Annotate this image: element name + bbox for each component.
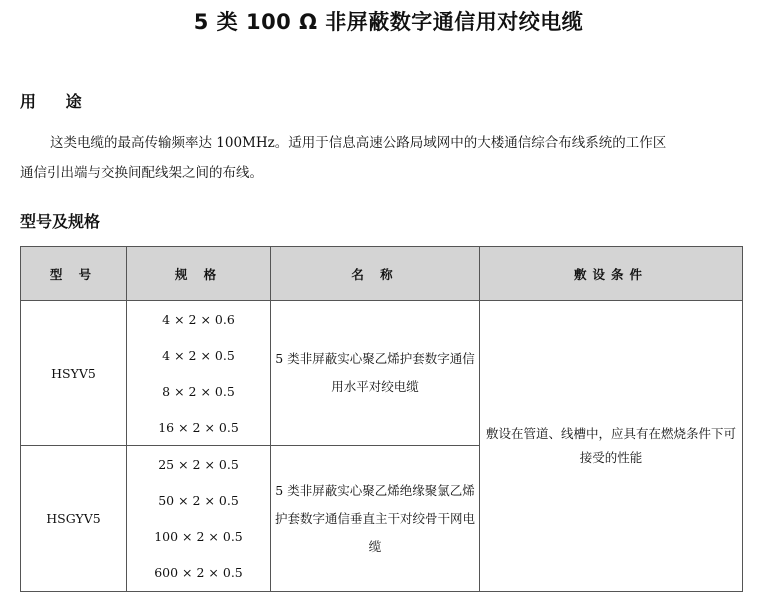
name-cell: 5 类非屏蔽实心聚乙烯护套数字通信用水平对绞电缆 [271, 301, 480, 446]
spec-heading: 型号及规格 [20, 212, 101, 231]
spec-cell [127, 446, 271, 592]
name-cell: 5 类非屏蔽实心聚乙烯绝缘聚氯乙烯护套数字通信垂直主干对绞骨干网电缆 [271, 446, 480, 592]
usage-paragraph [20, 128, 750, 158]
spec-table [20, 246, 743, 592]
spec-value: 600 × 2 × 0.5 [154, 565, 243, 581]
spec-value: 25 × 2 × 0.5 [158, 456, 239, 472]
usage-text-line-2: 通信引出端与交换间配线架之间的布线。 [20, 165, 263, 181]
document-title: 5 类 100 Ω 非屏蔽数字通信用对绞电缆 [193, 10, 584, 34]
spec-value: 8 × 2 × 0.5 [162, 383, 235, 399]
column-header-name: 名 称 [271, 247, 480, 301]
column-header-condition: 敷设条件 [480, 247, 743, 301]
table-row [21, 301, 743, 446]
spec-value: 4 × 2 × 0.6 [162, 311, 235, 327]
spec-cell [127, 301, 271, 446]
usage-text-line-1: 这类电缆的最高传输频率达 100MHz。适用于信息高速公路局域网中的大楼通信综合布线系统的工作区 [50, 135, 667, 151]
spec-value: 16 × 2 × 0.5 [158, 419, 239, 435]
model-cell: HSYV5 [21, 301, 127, 446]
condition-cell: 敷设在管道、线槽中，应具有在燃烧条件下可接受的性能 [480, 301, 743, 592]
column-header-spec: 规 格 [127, 247, 271, 301]
spec-value: 50 × 2 × 0.5 [158, 492, 239, 508]
spec-value: 4 × 2 × 0.5 [162, 347, 235, 363]
table-header-row [21, 247, 743, 301]
model-cell: HSGYV5 [21, 446, 127, 592]
spec-value: 100 × 2 × 0.5 [154, 529, 243, 545]
usage-paragraph-cont [20, 158, 750, 188]
column-header-model: 型 号 [21, 247, 127, 301]
usage-heading: 用 途 [20, 92, 94, 111]
